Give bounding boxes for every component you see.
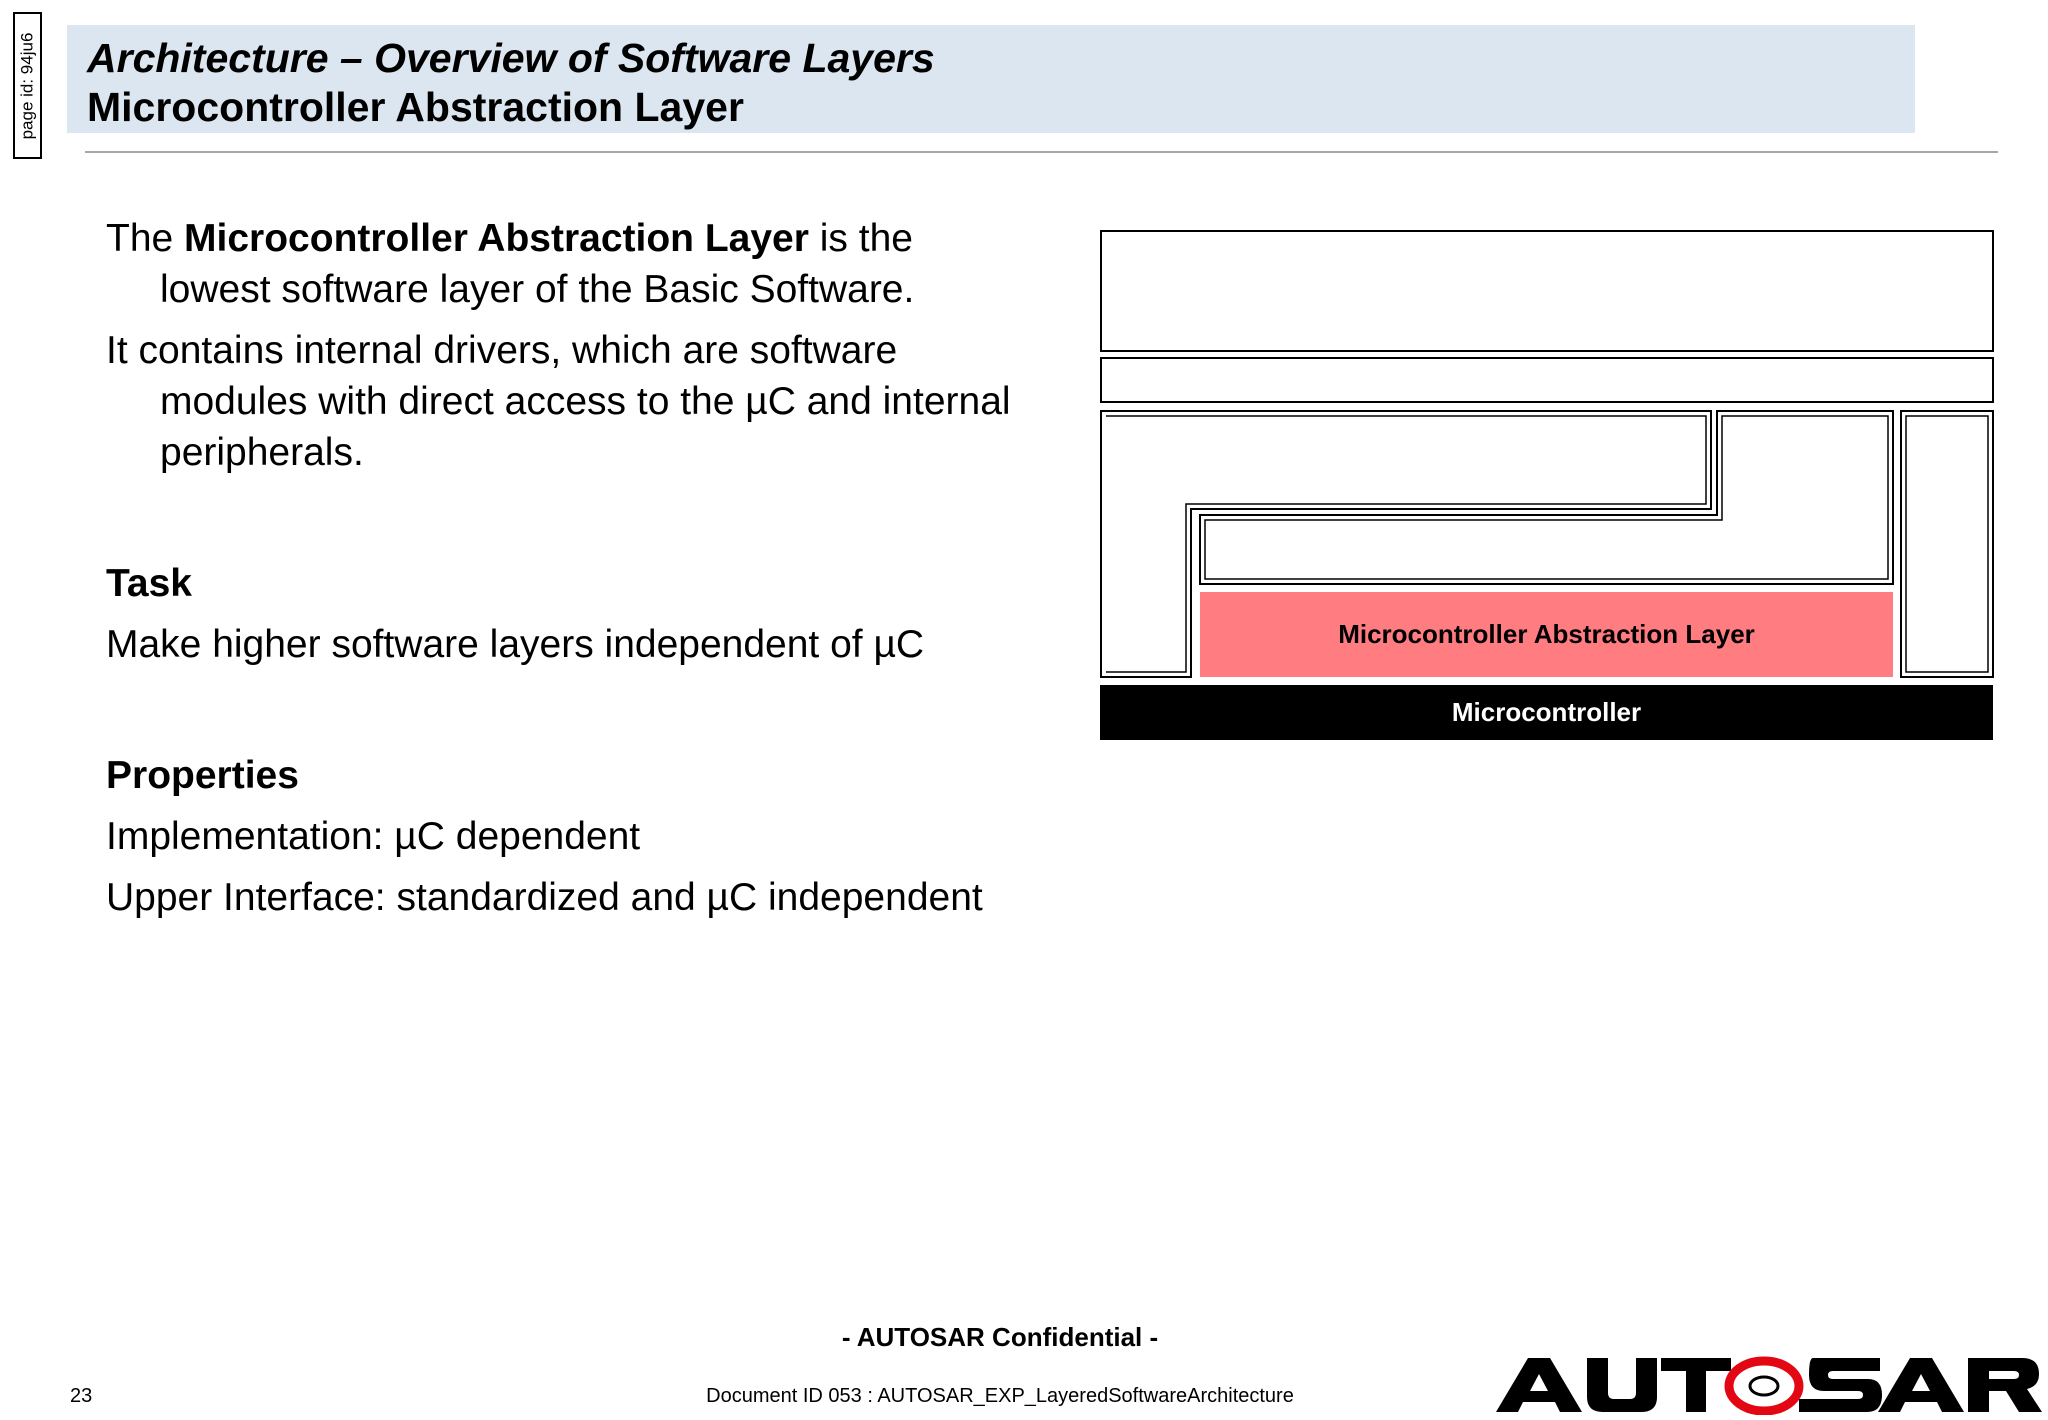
confidential-notice: - AUTOSAR Confidential - [841,1322,1159,1352]
intro-bold-term: Microcontroller Abstraction Layer [184,217,809,260]
application-layer-block [1101,231,1993,351]
microcontroller-label: Microcontroller [1451,697,1642,727]
slide-subtitle: Microcontroller Abstraction Layer [87,84,744,130]
properties-heading: Properties [106,754,299,797]
contains-paragraph: It contains internal drivers, which are software modules with direct access to the µC and internal peripherals. [106,329,1011,474]
slide-title: Architecture – Overview of Software Layers [87,35,935,81]
intro-prefix: The [106,217,185,260]
slide-body [106,213,1026,933]
document-id: Document ID 053 : AUTOSAR_EXP_LayeredSoftwareArchitecture [706,1385,1294,1407]
property-item: Upper Interface: standardized and µC independent [106,876,983,919]
layer-diagram [1100,230,1995,740]
page-number: 23 [70,1385,93,1407]
intro-suffix: is the lowest software layer of the Basic Software. [160,217,915,311]
complex-drivers-block [1901,411,1993,677]
intro-paragraph [106,213,1026,315]
autosar-logo-svg [1494,1355,2044,1415]
rte-block [1101,358,1993,402]
title-banner [67,25,1915,133]
autosar-logo [1494,1355,2044,1415]
title-divider [85,151,1998,153]
task-heading: Task [106,562,192,605]
autosar-logo-swirl-icon [1729,1361,1799,1411]
task-text: Make higher software layers independent of µC [106,623,925,666]
page-id-text: page id: 94ju6 [17,32,37,139]
property-item: Implementation: µC dependent [106,815,641,858]
mcal-label: Microcontroller Abstraction Layer [1338,619,1755,649]
page-id-label [13,12,42,159]
